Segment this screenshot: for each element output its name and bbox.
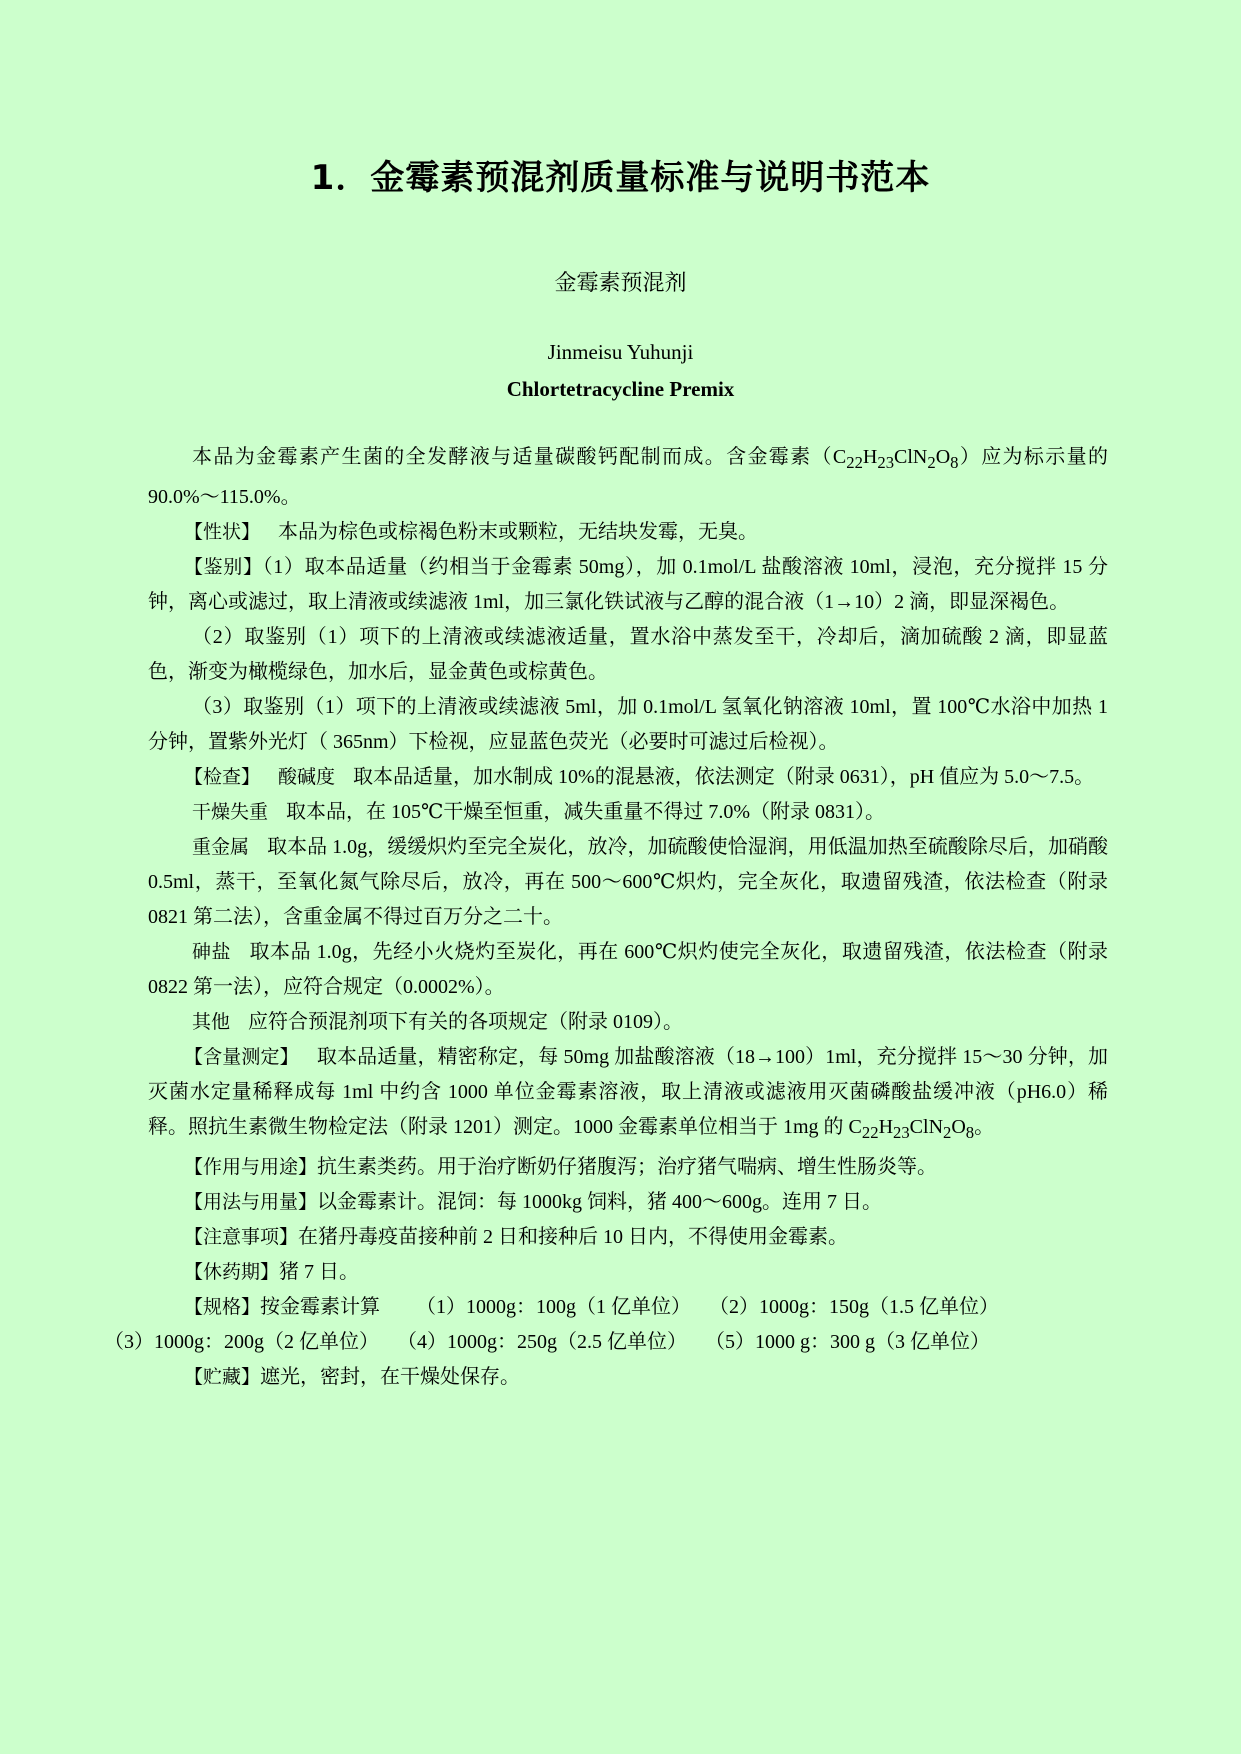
product-name-cn: 金霉素预混剂: [554, 271, 687, 296]
section-yongfa: 【用法与用量】以金霉素计。混饲：每 1000kg 饲料，猪 400～600g。连用 7 日。: [184, 1191, 883, 1213]
section-qita: 其他 应符合预混剂项下有关的各项规定（附录 0109）。: [192, 1011, 684, 1033]
section-label: 【检查】: [184, 766, 261, 788]
section-hanliang: 【含量测定】 取本品适量，精密称定，每 50mg 加盐酸溶液（18→100）1ml，充分搅拌 15～30 分钟，加灭菌水定量稀释成每 1ml 中约含 1000 单位金霉素溶液，取上清液或滤液用灭菌磷酸盐缓冲液（pH6.0）稀释。照抗生素微生物检定法（附录 1201）测定。1000 金霉素单位相当于 1mg 的 $C_{22}H_{23}ClN_2O_8$。: [148, 1046, 1108, 1142]
spec-item: （2）1000g：150g（1.5 亿单位）: [709, 1296, 1000, 1318]
section-zhucang: 【贮藏】遮光，密封，在干燥处保存。: [184, 1366, 521, 1388]
section-jianbie: 【鉴别】（1）取本品适量（约相当于金霉素 50mg），加 0.1mol/L 盐酸溶液 10ml，浸泡，充分搅拌 15 分钟，离心或滤过，取上清液或续滤液 1ml，加三氯化铁试液与乙醇的混合液（1→10）2 滴，即显深褐色。: [148, 556, 1108, 613]
page-title: 1．金霉素预混剂质量标准与说明书范本: [310, 158, 931, 198]
section-zhuyi: 【注意事项】在猪丹毒疫苗接种前 2 日和接种后 10 日内，不得使用金霉素。: [184, 1226, 849, 1248]
section-xiuyao: 【休药期】猪 7 日。: [184, 1261, 360, 1283]
jianbie-item-3: （3）取鉴别（1）项下的上清液或续滤液 5ml，加 0.1mol/L 氢氧化钠溶液 10ml，置 100℃水浴中加热 1 分钟，置紫外光灯（ 365nm）下检视，应显蓝色荧光（必要时可滤过后检视）。: [148, 696, 1108, 753]
jianbie-item-2: （2）取鉴别（1）项下的上清液或续滤液适量，置水浴中蒸发至干，冷却后，滴加硫酸 2 滴，即显蓝色，渐变为橄榄绿色，加水后，显金黄色或棕黄色。: [148, 626, 1108, 683]
document-body: [104, 440, 1109, 1395]
section-guige: 【规格】按金霉素计算 （1）1000g：100g（1 亿单位） （2）1000g：150g（1.5 亿单位） （3）1000g：200g（2 亿单位） （4）1000g：250g（2.5 亿单位） （5）1000 g：300 g（3 亿单位）: [104, 1296, 1000, 1353]
section-label: 【鉴别】: [184, 556, 263, 578]
product-name-latin: Chlortetracycline Premix: [506, 377, 735, 401]
section-label: 【性状】: [184, 521, 261, 543]
section-zuoyong: 【作用与用途】抗生素类药。用于治疗断奶仔猪腹泻；治疗猪气喘病、增生性肠炎等。: [184, 1156, 938, 1178]
product-name-pinyin: Jinmeisu Yuhunji: [547, 340, 694, 364]
spec-item: （3）1000g：200g（2 亿单位）: [104, 1331, 379, 1353]
intro-paragraph: 本品为金霉素产生菌的全发酵液与适量碳酸钙配制而成。含金霉素$(C_{22}H_{23}ClN_2O_8)$应为标示量的 90.0%～115.0%。: [148, 446, 1109, 508]
spec-item: （5）1000 g：300 g（3 亿单位）: [705, 1331, 990, 1353]
section-xingzhuang: 【性状】 本品为棕色或棕褐色粉末或颗粒，无结块发霉，无臭。: [184, 521, 759, 543]
section-label: 【含量测定】: [184, 1046, 299, 1068]
section-shenyan: 砷盐 取本品 1.0g，先经小火烧灼至炭化，再在 600℃炽灼使完全灰化，取遗留残渣，依法检查（附录 0822 第一法），应符合规定（0.0002%）。: [148, 941, 1108, 998]
section-jiancha: 【检查】 酸碱度 取本品适量，加水制成 10%的混悬液，依法测定（附录 0631），pH 值应为 5.0～7.5。: [184, 766, 1095, 788]
spec-item: （4）1000g：250g（2.5 亿单位）: [397, 1331, 687, 1353]
section-zhongjinshu: 重金属 取本品 1.0g，缓缓炽灼至完全炭化，放冷，加硫酸使恰湿润，用低温加热至硫酸除尽后，加硝酸 0.5ml，蒸干，至氧化氮气除尽后，放冷，再在 500～600℃炽灼，完全灰化，取遗留残渣，依法检查（附录 0821 第二法），含重金属不得过百万分之二十。: [148, 836, 1108, 928]
section-ganzao: 干燥失重 取本品，在 105℃干燥至恒重，减失重量不得过 7.0%（附录 0831）。: [192, 801, 886, 823]
spec-item: （1）1000g：100g（1 亿单位）: [416, 1296, 692, 1318]
